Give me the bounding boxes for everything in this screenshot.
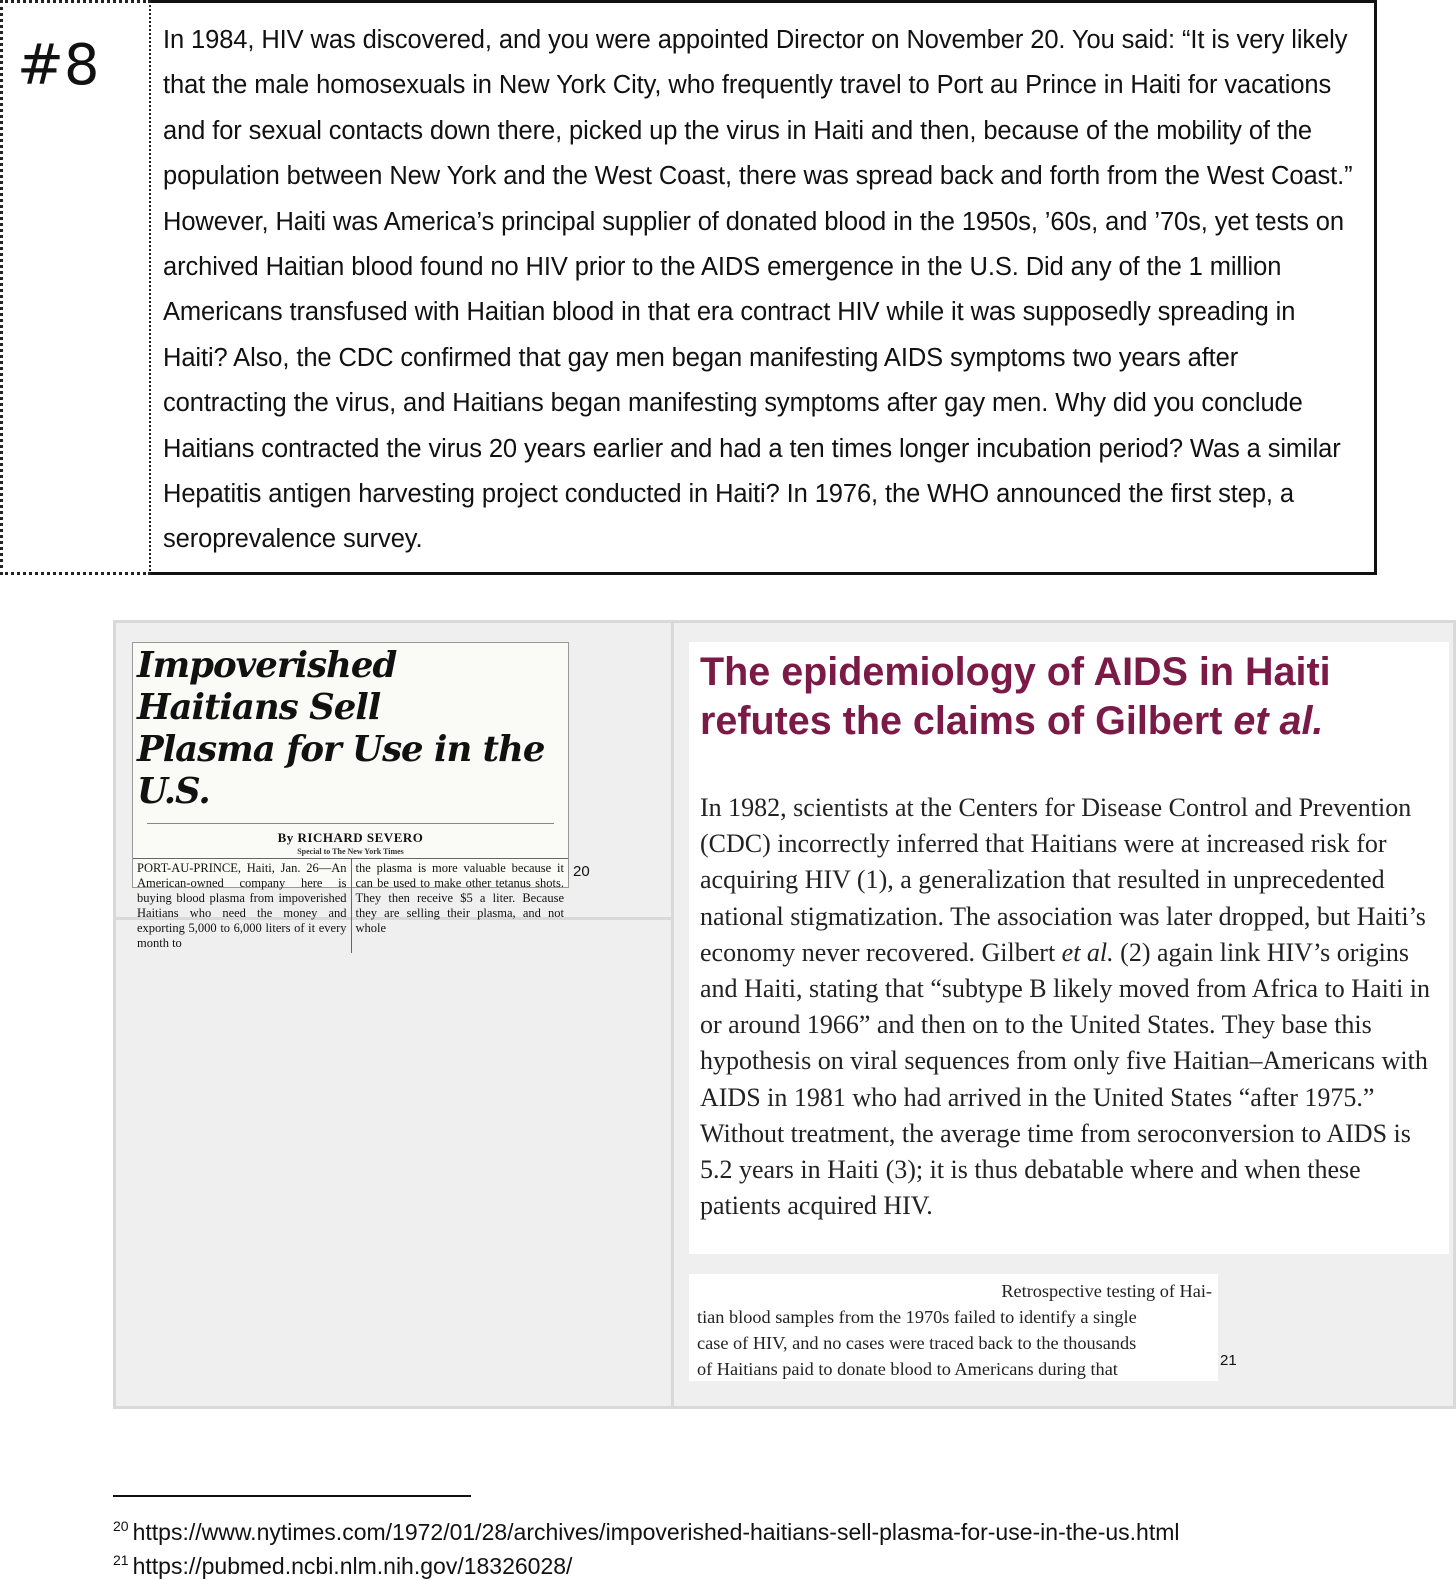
clipping-headline-line2: Plasma for Use in the U.S. <box>137 729 545 812</box>
article-body-part1: In 1982, scientists at the Centers for Disease Control and Prevention (CDC) incorrectly inferred that Haitians were at increased risk for acquiring HIV (1), a generalization that resulted in unprecedented national stigmatization. The association was later dropped, but Haiti’s economy never recovered. Gilbert <box>700 793 1426 967</box>
footnote-21-link[interactable]: https://pubmed.ncbi.nlm.nih.gov/18326028/ <box>132 1553 573 1579</box>
pubmed-excerpt <box>689 1274 1218 1381</box>
question-box <box>0 0 1377 575</box>
excerpt-line4: of Haitians paid to donate blood to Americans during that <box>697 1359 1118 1379</box>
article-title-line2: refutes the claims of Gilbert <box>700 699 1234 743</box>
clipping-columns <box>133 858 568 953</box>
evidence-grid <box>113 620 1456 1409</box>
footnote-20-number: 20 <box>113 1518 129 1534</box>
question-number: #8 <box>0 0 151 575</box>
footnote-20-link[interactable]: https://www.nytimes.com/1972/01/28/archives/impoverished-haitians-sell-plasma-for-use-in-the-us.html <box>132 1519 1180 1545</box>
article-title-line1: The epidemiology of AIDS in Haiti <box>700 650 1331 694</box>
footnote-ref-20: 20 <box>573 863 590 880</box>
clipping-headline-line1: Impoverished Haitians Sell <box>137 645 397 728</box>
article-body-part2: (2) again link HIV’s origins and Haiti, stating that “subtype B likely moved from Africa to Haiti in or around 1966” and then on to the United States. They base this hypothesis on viral sequences from only five Haitian–Americans with AIDS in 1981 who had arrived in the United States “after 1975.” Without treatment, the average time from seroconversion to AIDS is 5.2 years in Haiti (3); it is thus debatable where and when these patients acquired HIV. <box>700 937 1431 1221</box>
excerpt-line2: tian blood samples from the 1970s failed to identify a single <box>697 1307 1137 1327</box>
clipping-special: Special to The New York Times <box>297 847 404 856</box>
clipping-byline: By RICHARD SEVERO <box>277 830 424 845</box>
grid-vertical-divider <box>671 623 674 1406</box>
clipping-column-1: PORT-AU-PRINCE, Haiti, Jan. 26—An American-owned company here is buying blood plasma from impoverished Haitians who need the money and exporting 5,000 to 6,000 liters of it every month to <box>137 861 347 950</box>
clipping-rule <box>147 823 554 824</box>
footnote-21-number: 21 <box>113 1552 129 1568</box>
article-body <box>700 790 1439 1224</box>
footnotes <box>113 1512 1180 1580</box>
excerpt-line3: case of HIV, and no cases were traced back to the thousands <box>697 1333 1137 1353</box>
footnote-ref-21: 21 <box>1220 1352 1237 1369</box>
excerpt-line1: Retrospective testing of Hai- <box>1001 1281 1212 1301</box>
article-body-etal: et al. <box>1061 937 1114 967</box>
clipping-headline <box>133 643 568 813</box>
footnote-rule <box>113 1495 471 1497</box>
article-excerpt <box>689 642 1449 1254</box>
newspaper-clipping <box>132 642 569 950</box>
footnote-21 <box>113 1546 1180 1580</box>
question-text: In 1984, HIV was discovered, and you were appointed Director on November 20. You said: “It is very likely that the male homosexuals in New York City, who frequently travel to Port au Prince in Haiti for vacations and for sexual contacts down there, picked up the virus in Haiti and then, because of the mobility of the population between New York and the West Coast, there was spread back and forth from the West Coast.” However, Haiti was America’s principal supplier of donated blood in the 1950s, ’60s, and ’70s, yet tests on archived Haitian blood found no HIV prior to the AIDS emergence in the U.S. Did any of the 1 million Americans transfused with Haitian blood in that era contract HIV while it was supposedly spreading in Haiti? Also, the CDC confirmed that gay men began manifesting AIDS symptoms two years after contracting the virus, and Haitians began manifesting symptoms after gay men. Why did you conclude Haitians contracted the virus 20 years earlier and had a ten times longer incubation period? Was a similar Hepatitis antigen harvesting project conducted in Haiti? In 1976, the WHO announced the first step, a seroprevalence survey. <box>151 0 1377 575</box>
article-title <box>700 648 1439 746</box>
clipping-column-2: the plasma is more valuable because it can be used to make other tetanus shots. They then receive $5 a liter. Because they are selling their plasma, and not whole <box>351 859 569 953</box>
article-title-etal: et al. <box>1233 699 1324 743</box>
footnote-20 <box>113 1512 1180 1546</box>
